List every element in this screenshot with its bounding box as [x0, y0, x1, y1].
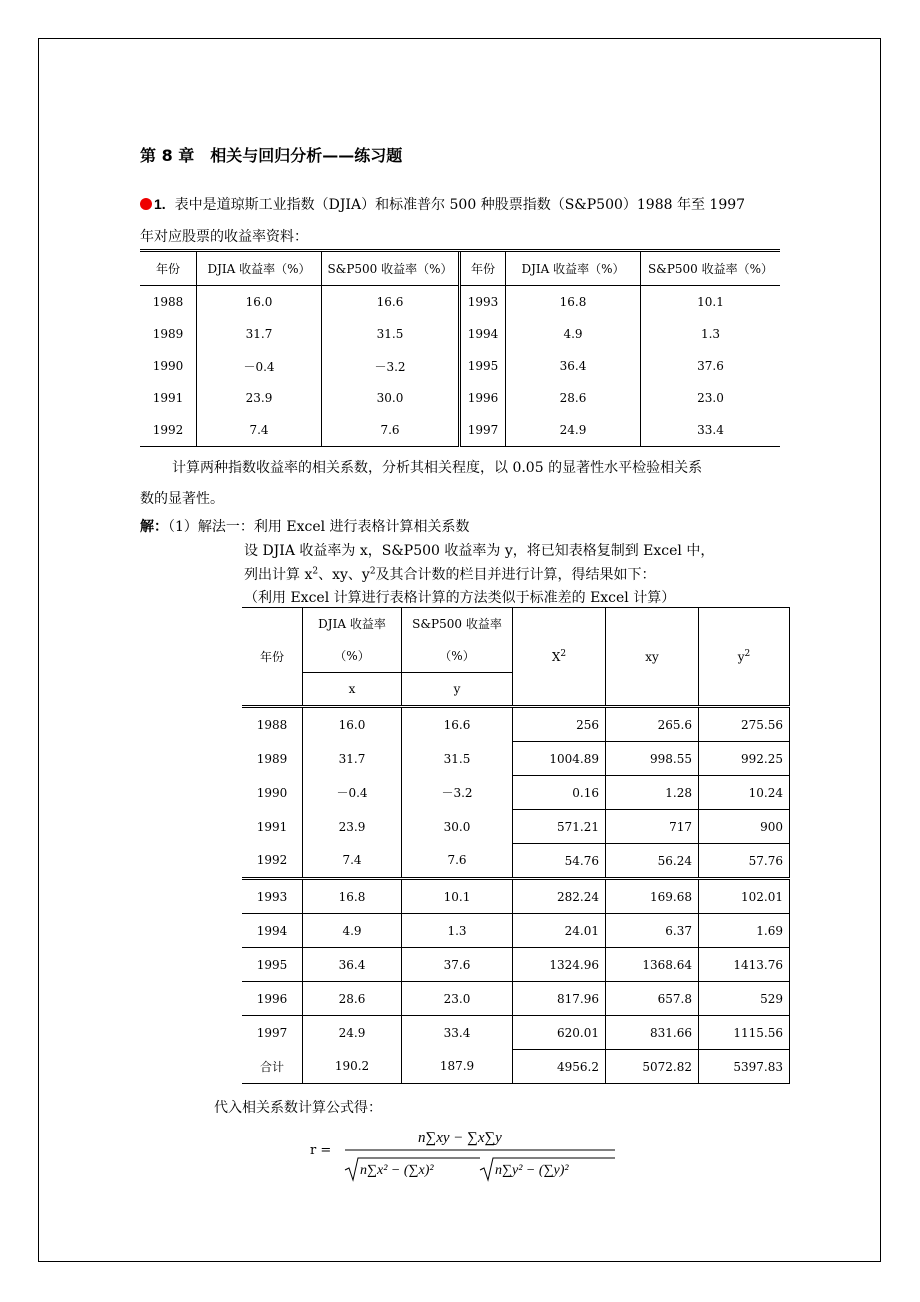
header-year: 年份: [140, 251, 197, 286]
cell: 1992: [242, 844, 303, 879]
cell: 合计: [242, 1050, 303, 1084]
cell: －3.2: [322, 350, 460, 382]
cell: 4.9: [303, 914, 402, 948]
task-line2: 数的显著性。: [140, 491, 224, 507]
table-header-row: [140, 251, 780, 286]
header-y2-label: y: [737, 649, 745, 664]
table-row: [140, 414, 780, 447]
header-sp500-label: S&P500 收益率: [412, 617, 502, 631]
cell: 24.01: [513, 914, 606, 948]
cell: 33.4: [402, 1016, 513, 1050]
header-y2: [699, 608, 790, 706]
cell: 1994: [460, 318, 506, 350]
total-row: [242, 1050, 790, 1084]
cell: 16.8: [303, 879, 402, 914]
cell: 1997: [242, 1016, 303, 1050]
table-row: [242, 948, 790, 982]
cell: 1997: [460, 414, 506, 447]
table-row: [242, 810, 790, 844]
cell: 1.28: [606, 776, 699, 810]
header-sp500: S&P500 收益率（%）: [322, 251, 460, 286]
cell: 717: [606, 810, 699, 844]
cell: 282.24: [513, 879, 606, 914]
cell: 54.76: [513, 844, 606, 879]
cell: 571.21: [513, 810, 606, 844]
table-row: [140, 382, 780, 414]
cell: 10.1: [402, 879, 513, 914]
cell: 900: [699, 810, 790, 844]
solution-step2: [244, 564, 656, 584]
header-djia: DJIA 收益率（%）: [197, 251, 322, 286]
cell: 1.69: [699, 914, 790, 948]
step2-text-b: 、xy、y: [318, 567, 370, 583]
cell: 31.5: [402, 742, 513, 776]
header-row-1: [242, 608, 790, 673]
cell: 190.2: [303, 1050, 402, 1084]
cell: 28.6: [303, 982, 402, 1016]
step2-text-a: 列出计算 x: [244, 567, 313, 583]
table-row: [242, 707, 790, 742]
cell: 1324.96: [513, 948, 606, 982]
cell: 102.01: [699, 879, 790, 914]
cell: 1995: [242, 948, 303, 982]
cell: 1993: [460, 286, 506, 319]
solution-step3: （利用 Excel 计算进行表格计算的方法类似于标准差的 Excel 计算）: [244, 590, 676, 606]
chapter-topic: 相关与回归分析——练习题: [210, 146, 403, 165]
question-1-line1: [140, 194, 745, 214]
denominator-left: n∑x² − (∑x)²: [360, 1163, 434, 1178]
cell: 57.76: [699, 844, 790, 879]
cell: 30.0: [322, 382, 460, 414]
correlation-formula: [300, 1118, 630, 1188]
header-sp500-2: S&P500 收益率（%）: [641, 251, 781, 286]
cell: 37.6: [402, 948, 513, 982]
question-number: 1.: [154, 196, 166, 212]
cell: 0.16: [513, 776, 606, 810]
calculation-table-rows: [242, 705, 790, 1084]
cell: 37.6: [641, 350, 781, 382]
cell: 7.4: [197, 414, 322, 447]
header-djia-unit: （%）: [334, 649, 370, 663]
returns-table: [140, 249, 780, 447]
cell: 1368.64: [606, 948, 699, 982]
cell: 36.4: [506, 350, 641, 382]
table-row: [242, 742, 790, 776]
cell: 1992: [140, 414, 197, 447]
cell: 31.7: [303, 742, 402, 776]
header-djia: [303, 608, 402, 673]
superscript: 2: [312, 566, 319, 577]
table-row: [242, 1016, 790, 1050]
cell: 1994: [242, 914, 303, 948]
cell: 31.7: [197, 318, 322, 350]
cell: 16.6: [322, 286, 460, 319]
table-row: [242, 914, 790, 948]
cell: 265.6: [606, 707, 699, 742]
cell: 36.4: [303, 948, 402, 982]
cell: 169.68: [606, 879, 699, 914]
cell: 1.3: [641, 318, 781, 350]
cell: 1995: [460, 350, 506, 382]
cell: 16.8: [506, 286, 641, 319]
bullet-dot-icon: [140, 198, 152, 210]
cell: 23.9: [303, 810, 402, 844]
superscript: 2: [560, 648, 567, 659]
cell: 28.6: [506, 382, 641, 414]
cell: 24.9: [303, 1016, 402, 1050]
denominator-right: n∑y² − (∑y)²: [495, 1163, 569, 1178]
cell: 1.3: [402, 914, 513, 948]
table-row: [242, 879, 790, 914]
solution-method: （1）解法一：利用 Excel 进行表格计算相关系数: [168, 519, 470, 535]
formula-intro: 代入相关系数计算公式得：: [214, 1100, 382, 1116]
cell: 275.56: [699, 707, 790, 742]
cell: 992.25: [699, 742, 790, 776]
formula-numerator: n∑xy − ∑x∑y: [418, 1130, 502, 1146]
cell: 1989: [242, 742, 303, 776]
cell: 1413.76: [699, 948, 790, 982]
cell: 23.0: [402, 982, 513, 1016]
cell: 529: [699, 982, 790, 1016]
cell: 1988: [152, 295, 184, 309]
header-year: 年份: [242, 608, 303, 706]
table-row: [140, 350, 780, 382]
cell: 7.4: [303, 844, 402, 879]
header-sp500-unit: （%）: [439, 649, 475, 663]
cell: 7.6: [322, 414, 460, 447]
chapter-number: 第 8 章: [140, 146, 195, 165]
cell: 10.1: [641, 286, 781, 319]
superscript: 2: [369, 566, 376, 577]
cell: 657.8: [606, 982, 699, 1016]
cell: 16.0: [303, 707, 402, 742]
solution-heading: [140, 516, 470, 536]
cell: 31.5: [322, 318, 460, 350]
cell: 7.6: [402, 844, 513, 879]
question-1-line2: 年对应股票的收益率资料：: [140, 229, 308, 245]
step2-text-c: 及其合计数的栏目并进行计算，得结果如下：: [375, 567, 656, 583]
header-djia-label: DJIA 收益率: [318, 617, 386, 631]
formula-lhs: r =: [310, 1143, 332, 1158]
cell: 23.0: [641, 382, 781, 414]
question-text: 表中是道琼斯工业指数（DJIA）和标准普尔 500 种股票指数（S&P500）1988 年至 1997: [174, 197, 746, 213]
cell: 30.0: [402, 810, 513, 844]
table-row: [140, 318, 780, 350]
cell: 1004.89: [513, 742, 606, 776]
cell: 16.0: [197, 286, 322, 319]
solution-step1: 设 DJIA 收益率为 x，S&P500 收益率为 y，将已知表格复制到 Excel 中，: [244, 543, 715, 559]
chapter-title: [140, 143, 402, 166]
cell: 831.66: [606, 1016, 699, 1050]
cell: 23.9: [197, 382, 322, 414]
cell: 817.96: [513, 982, 606, 1016]
cell: 1993: [242, 879, 303, 914]
cell: 16.6: [402, 707, 513, 742]
header-djia-2: DJIA 收益率（%）: [506, 251, 641, 286]
cell: 24.9: [506, 414, 641, 447]
cell: 1989: [152, 327, 184, 341]
cell: 1996: [242, 982, 303, 1016]
superscript: 2: [744, 648, 751, 659]
header-x2: [513, 608, 606, 706]
cell: 1991: [242, 810, 303, 844]
cell: 10.24: [699, 776, 790, 810]
solution-label: 解：: [140, 519, 168, 535]
task-line1: 计算两种指数收益率的相关系数，分析其相关程度，以 0.05 的显著性水平检验相关系: [172, 460, 703, 476]
cell: 1990: [242, 776, 303, 810]
header-year-2: 年份: [460, 251, 506, 286]
calculation-table: [242, 607, 790, 706]
cell: 256: [513, 707, 606, 742]
table-row: [242, 776, 790, 810]
cell: 187.9: [402, 1050, 513, 1084]
cell: 1996: [460, 382, 506, 414]
header-y: y: [402, 673, 513, 706]
cell: 4956.2: [513, 1050, 606, 1084]
cell: －0.4: [303, 776, 402, 810]
cell: 56.24: [606, 844, 699, 879]
cell: 5072.82: [606, 1050, 699, 1084]
cell: 620.01: [513, 1016, 606, 1050]
cell: 1990: [152, 359, 184, 373]
cell: 6.37: [606, 914, 699, 948]
cell: －0.4: [197, 350, 322, 382]
cell: －3.2: [402, 776, 513, 810]
header-x2-label: X: [551, 649, 561, 664]
cell: 1991: [152, 391, 184, 405]
cell: 1988: [242, 707, 303, 742]
cell: 5397.83: [699, 1050, 790, 1084]
table-row: [242, 844, 790, 879]
table-row: [242, 982, 790, 1016]
cell: 1115.56: [699, 1016, 790, 1050]
cell: 4.9: [506, 318, 641, 350]
table-row: [140, 286, 780, 319]
header-sp500: [402, 608, 513, 673]
cell: 998.55: [606, 742, 699, 776]
cell: 33.4: [641, 414, 781, 447]
header-x: x: [303, 673, 402, 706]
header-xy: xy: [606, 608, 699, 706]
